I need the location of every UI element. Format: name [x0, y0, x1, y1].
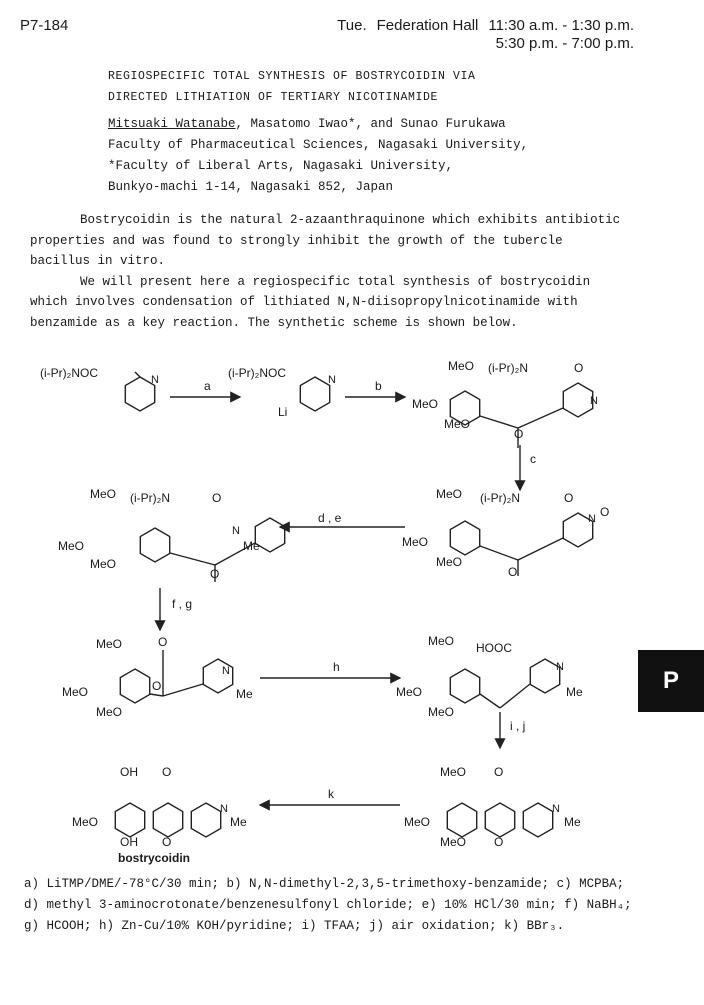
meo-label-8: MeO: [402, 535, 429, 549]
quinone-o-2: O: [162, 835, 172, 849]
pyridine-n-2: N: [328, 374, 336, 386]
session-venue: Federation Hall: [376, 17, 479, 34]
abstract-paragraph-1: Bostrycoidin is the natural 2-azaanthraquinone which exhibits antibiotic properties and was found to strongly inhibit the growth of the tubercle bacillus in vitro.: [30, 213, 621, 268]
amide-n-label: (i-Pr)₂N: [488, 361, 528, 375]
amide-n-label-3: (i-Pr)₂N: [480, 491, 520, 505]
address: Bunkyo-machi 1-14, Nagasaki 852, Japan: [108, 180, 394, 194]
meo-label-11: MeO: [62, 685, 89, 699]
lactone-o: O: [158, 635, 168, 649]
ketone-o-2: O: [210, 567, 220, 581]
quinone-o-1: O: [162, 765, 172, 779]
methyl-label-5: Me: [564, 815, 581, 829]
step-fg-label: f , g: [172, 597, 193, 611]
lithium-label: Li: [278, 405, 288, 419]
pyridine-n-6: N: [556, 661, 564, 673]
step-h-label: h: [333, 660, 340, 674]
title-line-2: DIRECTED LITHIATION OF TERTIARY NICOTINAMIDE: [108, 91, 439, 104]
session-schedule: [327, 17, 634, 53]
presenting-author: Mitsuaki Watanabe: [108, 117, 236, 131]
pyridine-n: N: [151, 374, 159, 386]
meo-label-5: MeO: [58, 539, 85, 553]
carbonyl-o-3: O: [564, 491, 574, 505]
session-day: Tue.: [337, 17, 367, 34]
carboxylic-acid-label: HOOC: [476, 641, 512, 655]
meo-label-6: MeO: [90, 557, 117, 571]
meo-label-7: MeO: [436, 487, 463, 501]
meo-label-19: MeO: [440, 835, 467, 849]
methyl-label-2: Me: [236, 687, 253, 701]
meo-label-13: MeO: [428, 634, 455, 648]
title-line-1: REGIOSPECIFIC TOTAL SYNTHESIS OF BOSTRYCOIDIN VIA: [108, 70, 476, 83]
quinone-o-3: O: [494, 765, 504, 779]
hydroxyl-label-2: OH: [120, 835, 138, 849]
methyl-label-4: Me: [230, 815, 247, 829]
meo-label-12: MeO: [96, 705, 123, 719]
meo-label-10: MeO: [96, 637, 123, 651]
meo-label-9: MeO: [436, 555, 463, 569]
poster-id: P7-184: [20, 17, 69, 34]
amide-n-label-2: (i-Pr)₂N: [130, 491, 170, 505]
step-k-label: k: [328, 787, 334, 801]
carbonyl-o-2: O: [212, 491, 222, 505]
methyl-label: Me: [243, 539, 260, 553]
step-de-label: d , e: [318, 511, 342, 525]
meo-label: MeO: [448, 359, 475, 373]
step-ij-label: i , j: [510, 719, 526, 733]
ketone-o: O: [514, 427, 524, 441]
amide-group-label: (i-Pr)₂NOC: [40, 366, 98, 380]
abstract-title: [108, 66, 476, 108]
amide-group-label-2: (i-Pr)₂NOC: [228, 366, 286, 380]
pyridine-n-5: N: [222, 665, 230, 677]
meo-label-2: MeO: [412, 397, 439, 411]
hydroxyl-label: OH: [120, 765, 138, 779]
meo-label-16: MeO: [72, 815, 99, 829]
ring-o: O: [152, 679, 162, 693]
meo-label-14: MeO: [396, 685, 423, 699]
author-block: [108, 114, 528, 198]
meo-label-18: MeO: [404, 815, 431, 829]
step-a-label: a: [204, 379, 211, 393]
carbonyl-o: O: [574, 361, 584, 375]
affiliation-1: Faculty of Pharmaceutical Sciences, Nagasaki University,: [108, 138, 529, 152]
pyridine-n-4: N: [232, 525, 240, 537]
step-c-label: c: [530, 452, 536, 466]
ketone-o-3: O: [508, 565, 518, 579]
abstract-body: [30, 210, 630, 333]
session-time-2: 5:30 p.m. - 7:00 p.m.: [495, 35, 634, 52]
meo-label-4: MeO: [90, 487, 117, 501]
n-oxide-o: O: [600, 505, 610, 519]
product-name: bostrycoidin: [118, 851, 191, 865]
abstract-paragraph-2: We will present here a regiospecific total synthesis of bostrycoidin which involves condensation of lithiated N,N-diisopropylnicotinamide with benzamide as a key reaction. The synthetic scheme is shown below.: [30, 274, 591, 330]
affiliation-2: *Faculty of Liberal Arts, Nagasaki University,: [108, 159, 454, 173]
step-b-label: b: [375, 379, 382, 393]
methyl-label-3: Me: [566, 685, 583, 699]
meo-label-3: MeO: [444, 417, 471, 431]
synthetic-scheme: [0, 350, 704, 870]
quinone-o-4: O: [494, 835, 504, 849]
session-time-1: 11:30 a.m. - 1:30 p.m.: [488, 17, 634, 34]
meo-label-17: MeO: [440, 765, 467, 779]
meo-label-15: MeO: [428, 705, 455, 719]
reagent-footnote: a) LiTMP/DME/-78°C/30 min; b) N,N-dimethyl-2,3,5-trimethoxy-benzamide; c) MCPBA; d) methyl 3-aminocrotonate/benzenesulfonyl chloride; e) 10% HCl/30 min; f) NaBH₄; g) HCOOH; h) Zn-Cu/10% KOH/pyridine; i) TFAA; j) air oxidation; k) BBr₃.: [24, 877, 632, 933]
pyridine-n-8: N: [552, 803, 560, 815]
co-authors: , Masatomo Iwao*, and Sunao Furukawa: [235, 117, 506, 131]
pyridine-n-3: N: [590, 395, 598, 407]
pyridine-n-oxide: N: [588, 513, 596, 525]
pyridine-n-7: N: [220, 803, 228, 815]
section-badge: P: [638, 650, 704, 712]
